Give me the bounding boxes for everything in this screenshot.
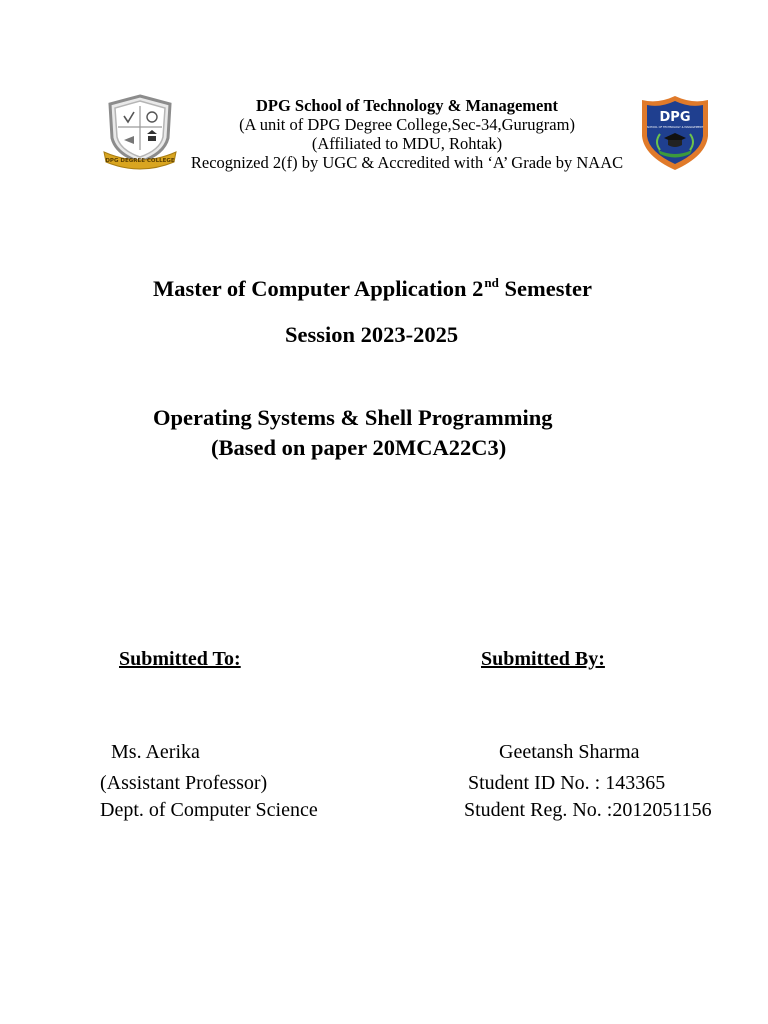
paper-code: (Based on paper 20MCA22C3) — [211, 435, 507, 460]
college-crest-icon — [100, 92, 180, 172]
institution-affiliation: (Affiliated to MDU, Rohtak) — [311, 134, 503, 153]
supervisor-name: Ms. Aerika — [111, 741, 200, 763]
supervisor-role: (Assistant Professor) — [100, 772, 268, 794]
institution-recognition: Recognized 2(f) by UGC & Accredited with ‘A’ Grade by NAAC — [190, 153, 624, 172]
session-title: Session 2023-2025 — [285, 322, 459, 347]
institution-unit: (A unit of DPG Degree College,Sec-34,Gurugram) — [239, 115, 575, 134]
course-title-suffix: Semester — [498, 276, 592, 301]
school-shield-icon — [638, 94, 712, 172]
svg-text:DPG: DPG — [659, 110, 691, 125]
student-reg-no: Student Reg. No. :2012051156 — [464, 799, 712, 821]
course-title — [153, 275, 592, 302]
submitted-by-heading: Submitted By: — [481, 648, 605, 670]
svg-text:SCHOOL OF TECHNOLOGY & MANAGEM: SCHOOL OF TECHNOLOGY & MANAGEMENT — [646, 126, 704, 129]
student-name: Geetansh Sharma — [499, 741, 640, 763]
course-title-superscript: nd — [484, 275, 499, 290]
subject-title: Operating Systems & Shell Programming — [153, 405, 553, 430]
supervisor-dept: Dept. of Computer Science — [100, 799, 318, 821]
submitted-to-heading: Submitted To: — [119, 648, 241, 670]
course-title-prefix: Master of Computer Application 2 — [153, 276, 484, 301]
institution-name: DPG School of Technology & Management — [255, 96, 559, 115]
svg-text:DPG DEGREE COLLEGE: DPG DEGREE COLLEGE — [105, 158, 175, 164]
student-id: Student ID No. : 143365 — [468, 772, 666, 794]
